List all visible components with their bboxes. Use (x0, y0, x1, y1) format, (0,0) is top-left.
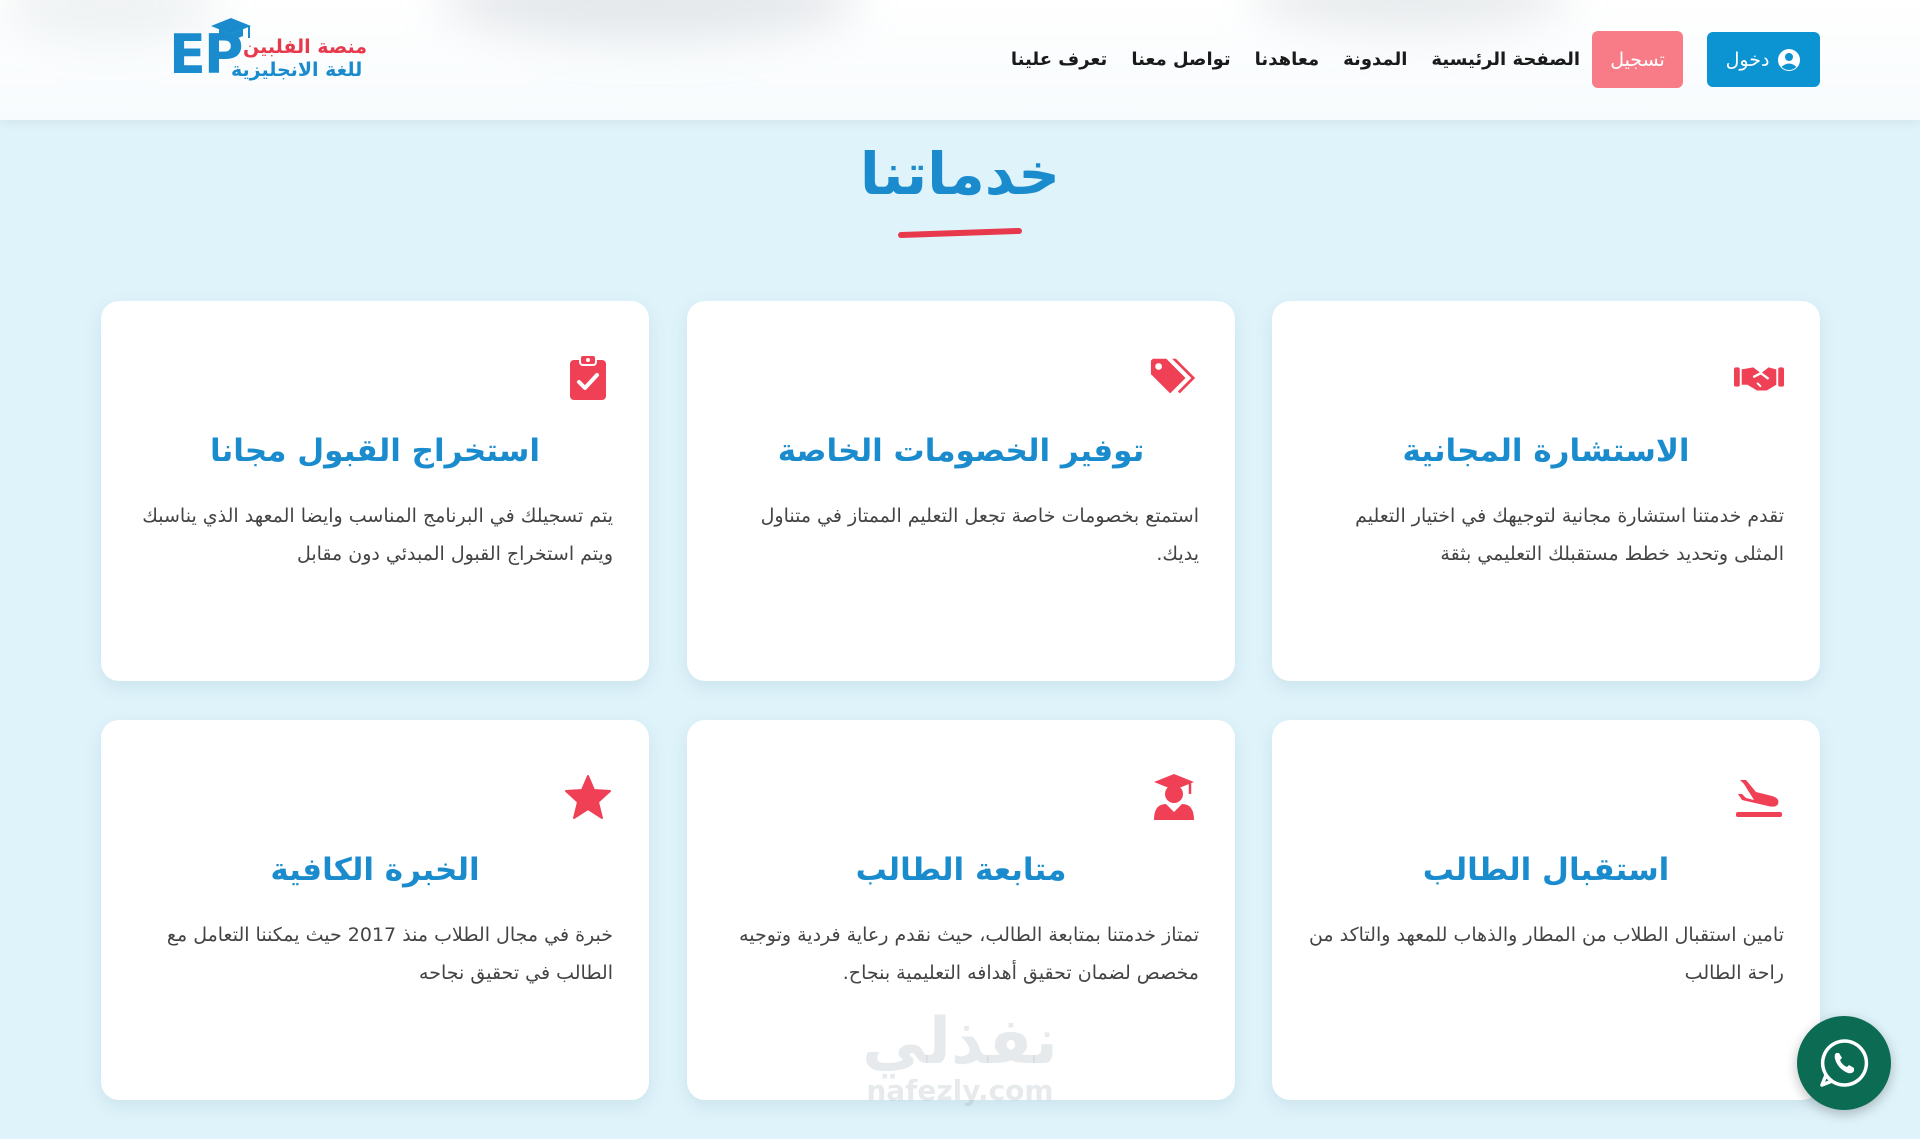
title-underline (898, 228, 1022, 238)
logo-line-1: منصة الفلبين (243, 36, 368, 58)
user-circle-icon (1777, 48, 1801, 72)
header-decoration (1250, 0, 1570, 30)
watermark (840, 1005, 1080, 1108)
service-card (1272, 720, 1820, 1100)
card-title: متابعة الطالب (855, 852, 1067, 888)
card-title: الخبرة الكافية (270, 852, 480, 888)
card-text: خبرة في مجال الطلاب منذ 2017 حيث يمكننا التعامل مع الطالب في تحقيق نجاحه (166, 924, 613, 984)
service-card (101, 301, 649, 681)
plane-arrival-icon (1734, 772, 1784, 822)
card-title: توفير الخصومات الخاصة (777, 433, 1145, 469)
logo-line-2: للغة الانجليزية (231, 59, 363, 81)
header-decoration (440, 0, 860, 40)
handshake-icon (1734, 353, 1784, 403)
graduate-icon (1149, 772, 1199, 822)
register-button[interactable] (1592, 31, 1683, 88)
login-button[interactable] (1707, 32, 1820, 87)
site-logo[interactable] (165, 14, 368, 88)
nav-institutes[interactable]: معاهدنا (1254, 48, 1320, 70)
card-title: استقبال الطالب (1422, 852, 1670, 888)
section-title: خدماتنا (859, 140, 1061, 208)
card-text: تقدم خدمتنا استشارة مجانية لتوجيهك في اختيار التعليم المثلى وتحديد خطط مستقبلك التعليمي بثقة (1355, 505, 1784, 565)
main-nav (1011, 44, 1580, 74)
card-text: يتم تسجيلك في البرنامج المناسب وايضا المعهد الذي يناسبك ويتم استخراج القبول المبدئي دون مقابل (142, 505, 613, 565)
watermark-url: nafezly.com (866, 1074, 1054, 1107)
watermark-arabic: نفذلي (862, 1005, 1058, 1079)
login-label: دخول (1725, 48, 1770, 71)
service-card (1272, 301, 1820, 681)
whatsapp-button[interactable] (1797, 1016, 1891, 1110)
nav-home[interactable]: الصفحة الرئيسية (1431, 48, 1580, 70)
service-card (101, 720, 649, 1100)
card-text: تامين استقبال الطلاب من المطار والذهاب للمعهد والتاكد من راحة الطالب (1308, 924, 1784, 984)
nav-about[interactable]: تعرف علينا (1010, 48, 1108, 70)
register-label: تسجيل (1610, 48, 1665, 71)
site-header (0, 0, 1920, 120)
nav-blog[interactable]: المدونة (1343, 48, 1408, 70)
card-title: الاستشارة المجانية (1402, 433, 1690, 469)
star-icon (563, 772, 613, 822)
clipboard-check-icon (563, 353, 613, 403)
tags-icon (1149, 353, 1199, 403)
logo-mark: EP (169, 23, 242, 86)
whatsapp-icon (1818, 1037, 1870, 1089)
card-title: استخراج القبول مجانا (210, 433, 540, 469)
nav-contact[interactable]: تواصل معنا (1131, 48, 1231, 70)
service-card (687, 301, 1235, 681)
card-text: تمتاز خدمتنا بمتابعة الطالب، حيث نقدم رعاية فردية وتوجيه مخصص لضمان تحقيق أهدافه التعليمية بنجاح. (739, 924, 1199, 984)
card-text: استمتع بخصومات خاصة تجعل التعليم الممتاز في متناول يديك. (760, 505, 1199, 565)
